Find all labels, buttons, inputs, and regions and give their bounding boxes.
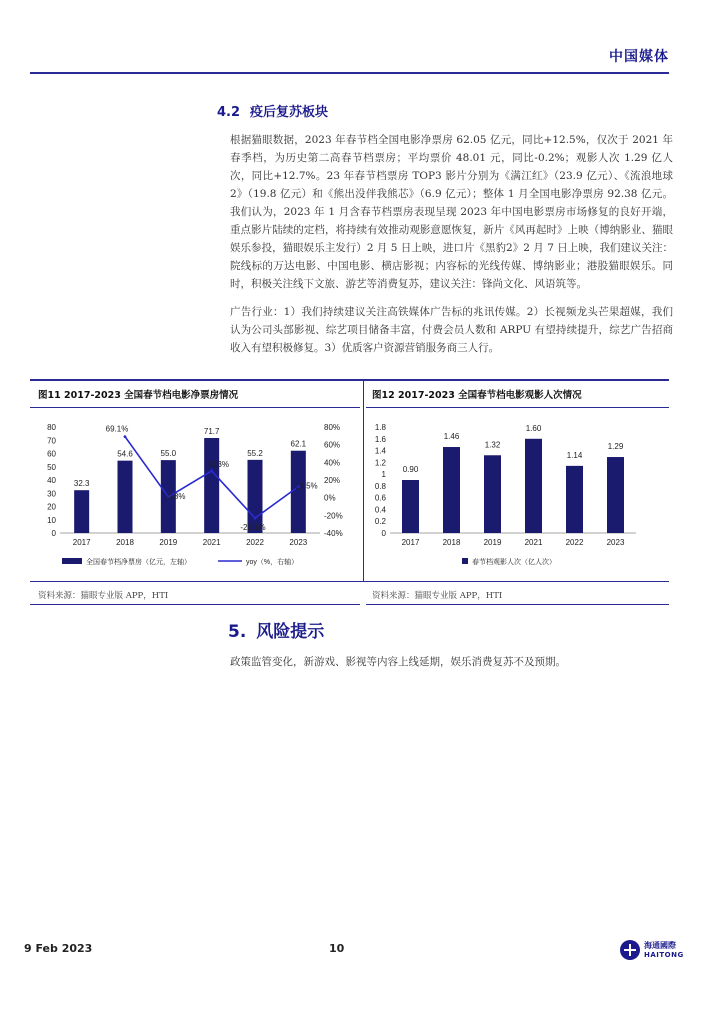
bar-data-label: 32.3: [73, 479, 90, 489]
bar: [402, 480, 419, 533]
y-left-tick-label: 60: [47, 449, 56, 459]
yoy-data-label: 0.8%: [167, 491, 186, 501]
page-number: 10: [329, 942, 345, 955]
y-left-tick-label: 50: [47, 462, 56, 472]
bar-data-label: 1.46: [443, 432, 460, 442]
figure-11-source-rule: [30, 604, 360, 605]
y-left-tick-label: 80: [47, 423, 56, 432]
bar-data-label: 1.29: [607, 442, 624, 452]
section-5-title: 风险提示: [256, 622, 325, 642]
section-4-2-heading: [217, 101, 328, 120]
x-tick-label: 2023: [606, 538, 625, 547]
x-tick-label: 2017: [401, 538, 420, 547]
bar-data-label: 1.60: [525, 423, 542, 433]
bar-data-label: 1.14: [566, 450, 583, 460]
yoy-data-label: 69.1%: [105, 424, 129, 434]
y-tick-label: 1: [381, 470, 386, 480]
paragraph-advertising: 广告行业：1）我们持续建议关注高铁媒体广告标的兆讯传媒。2）长视频龙头芒果超媒，我们认为公司头部影视、综艺项目储备丰富，付费会员人数和 ARPU 有望持续提升，综艺广告招商收入有望积极修复。3）优质客户资源营销服务商三人行。: [230, 306, 673, 354]
bar-data-label: 71.7: [203, 426, 220, 436]
paragraph-risk: 政策监管变化，新游戏、影视等内容上线延期，娱乐消费复苏不及预期。: [230, 656, 566, 668]
bar: [118, 461, 133, 533]
figures-divider: [363, 381, 364, 581]
x-tick-label: 2019: [483, 538, 502, 547]
figure-11-source: 资料来源：猫眼专业版 APP，HTI: [38, 591, 169, 601]
bar: [291, 451, 306, 533]
bar-data-label: 55.2: [247, 448, 263, 458]
x-tick-label: 2022: [246, 538, 264, 547]
haitong-logo: [620, 940, 684, 962]
bar: [74, 490, 89, 533]
figure-11-title-rule: [30, 407, 360, 408]
y-left-tick-label: 10: [47, 515, 56, 525]
bar: [484, 455, 501, 533]
x-tick-label: 2023: [289, 538, 308, 547]
y-left-tick-label: 20: [47, 502, 56, 512]
bar: [607, 457, 624, 533]
bar: [248, 460, 263, 533]
legend-label-bar: 全国春节档净票房（亿元，左轴）: [86, 559, 191, 566]
bar-data-label: 62.1: [290, 439, 307, 449]
y-right-tick-label: 0%: [324, 493, 336, 503]
logo-text-en: HAITONG: [644, 951, 684, 959]
x-tick-label: 2018: [442, 538, 461, 547]
bar-data-label: 1.32: [484, 440, 501, 450]
figure-12-title: 图12 2017-2023 全国春节档电影观影人次情况: [372, 390, 582, 401]
section-title: 疫后复苏板块: [250, 105, 329, 120]
y-right-tick-label: 40%: [324, 458, 341, 468]
y-right-tick-label: 80%: [324, 423, 341, 432]
yoy-point: [210, 470, 213, 473]
audience-chart: [366, 415, 669, 575]
legend-swatch-bar: [462, 558, 468, 564]
bar: [443, 447, 460, 533]
box-office-chart: [30, 415, 360, 575]
bar-data-label: 0.90: [402, 465, 419, 474]
legend-label-bar: 春节档观影人次（亿人次）: [472, 559, 556, 566]
y-tick-label: 1.4: [374, 446, 386, 456]
x-tick-label: 2021: [202, 538, 221, 547]
footer-date: 9 Feb 2023: [24, 942, 93, 955]
figures-bottom-rule: [30, 581, 669, 582]
x-tick-label: 2019: [159, 538, 178, 547]
paragraph-box-office: 根据猫眼数据，2023 年春节档全国电影净票房 62.05 亿元，同比+12.5%，仅次于 2021 年春季档，为历史第二高春节档票房；平均票价 48.01 元，同比-0.2%；观影人次 1.29 亿人次，同比+12.7%。23 年春节档票房 TOP3 影片分别为《满江红》（23.9 亿元）、《流浪地球 2》（19.8 亿元）和《熊出没伴我熊芯》（6.9 亿元）；整体 1 月全国电影净票房 92.38 亿元。我们认为，2023 年 1 月含春节档票房表现呈现 2023 年中国电影票房市场修复的良好开端，重点影片陆续的定档，将持续有效推动观影意愿恢复，新片《风再起时》上映（博纳影业、猫眼娱乐参投，猫眼娱乐主发行）2 月 5 日上映，进口片《黑豹2》2 月 7 日上映，我们建议关注：院线标的万达电影、中国电影、横店影视；内容标的光线传媒、博纳影业；港股猫眼娱乐。同时，积极关注线下文旅、游艺等消费复苏，建议关注：锋尚文化、风语筑等。: [230, 134, 673, 290]
section-5-number: 5.: [228, 622, 247, 642]
figure-12-source-rule: [366, 604, 669, 605]
x-tick-label: 2017: [72, 538, 91, 547]
bar: [204, 438, 219, 533]
figures-top-rule: [30, 379, 669, 381]
y-tick-label: 0.4: [374, 505, 386, 515]
bar: [525, 439, 542, 533]
y-left-tick-label: 30: [47, 489, 56, 499]
yoy-data-label: 12.5%: [294, 481, 318, 491]
y-tick-label: 1.2: [374, 458, 386, 468]
x-tick-label: 2021: [524, 538, 543, 547]
header-divider: [30, 72, 669, 74]
section-number: 4.2: [217, 105, 241, 120]
y-tick-label: 0.8: [374, 481, 386, 491]
x-tick-label: 2018: [116, 538, 134, 547]
y-right-tick-label: -40%: [324, 529, 343, 538]
y-tick-label: 0.2: [374, 517, 386, 527]
figure-11-title: 图11 2017-2023 全国春节档电影净票房情况: [38, 390, 239, 401]
legend-label-line: yoy（%，右轴）: [246, 559, 299, 566]
section-5-heading: [228, 617, 324, 642]
header-title: 中国媒体: [609, 49, 669, 65]
yoy-point: [124, 435, 127, 438]
figure-12-title-rule: [366, 407, 669, 408]
x-tick-label: 2022: [565, 538, 584, 547]
yoy-data-label: 30.3%: [206, 459, 230, 469]
y-left-tick-label: 70: [47, 436, 56, 446]
y-tick-label: 0.6: [374, 493, 386, 503]
yoy-point: [254, 517, 257, 520]
y-right-tick-label: 20%: [324, 476, 341, 485]
y-left-tick-label: 0: [51, 529, 56, 538]
bar: [566, 466, 583, 533]
y-tick-label: 1.6: [374, 434, 386, 444]
haitong-logo-icon: [620, 940, 640, 960]
legend-swatch-bar: [62, 558, 82, 564]
figure-12-source: 资料来源：猫眼专业版 APP，HTI: [372, 591, 503, 601]
yoy-data-label: -23.1%: [240, 523, 266, 533]
y-right-tick-label: 60%: [324, 440, 341, 450]
y-tick-label: 1.8: [374, 423, 386, 432]
logo-text-cn: 海通國際: [644, 941, 676, 950]
y-right-tick-label: -20%: [324, 511, 343, 521]
bar-data-label: 54.6: [117, 449, 133, 459]
y-left-tick-label: 40: [47, 476, 56, 485]
y-tick-label: 0: [381, 529, 386, 538]
bar-data-label: 55.0: [160, 449, 177, 459]
